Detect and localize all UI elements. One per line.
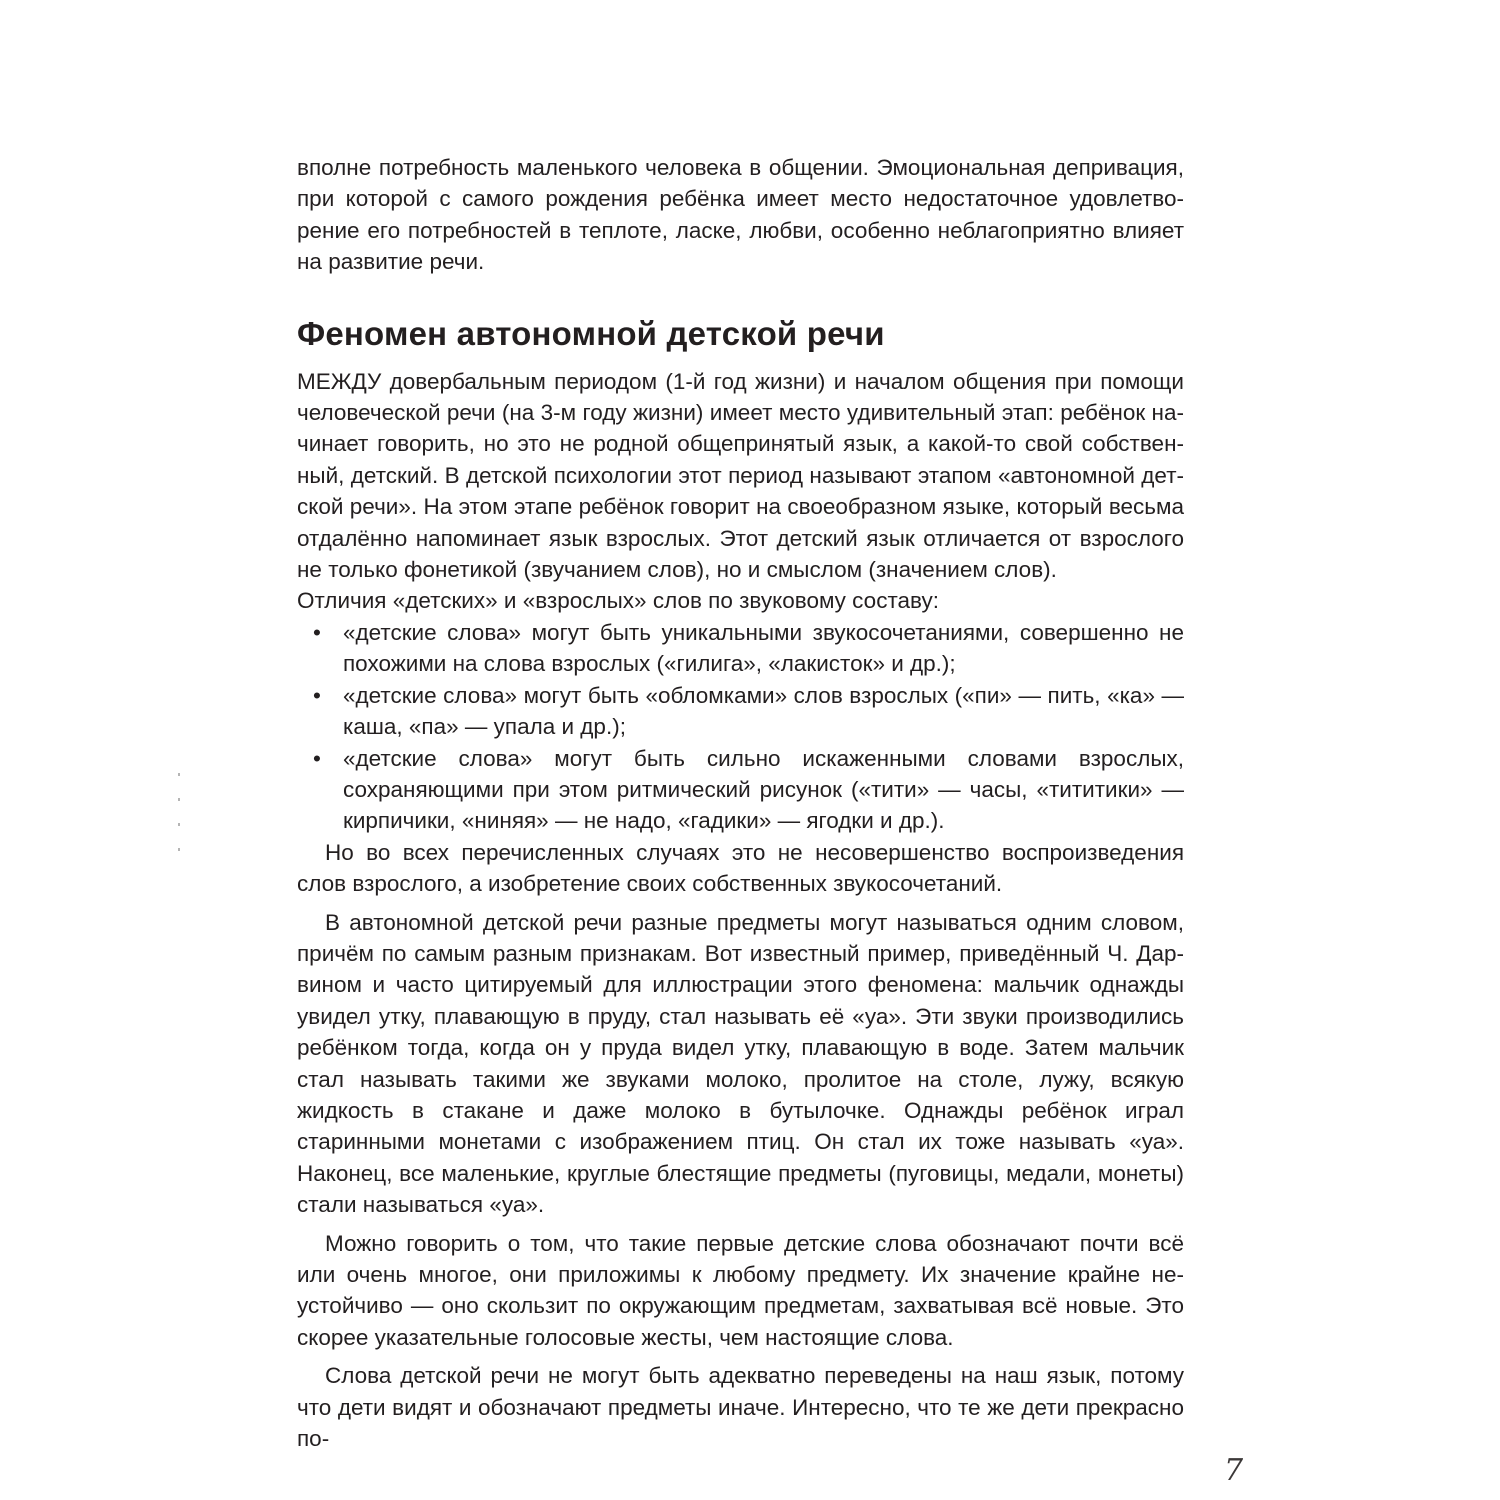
list-item <box>313 743 1184 837</box>
page-body <box>297 152 1184 1454</box>
section-heading: Феномен автономной детской речи <box>297 314 885 352</box>
list-item-text: «детские слова» могут быть «обломками» слов взрослых («пи» — пить, «ка» — каша, «па» — упала и др.); <box>343 682 1184 740</box>
margin-mark <box>178 848 180 851</box>
section-paragraph-2: Но во всех перечисленных случаях это не несовершенство воспроизведения слов взрослого, а изобретение своих собственных звукосочетаний. <box>297 839 1184 897</box>
list-item-text: «детские слова» могут быть уникальными звукосочетаниями, совершенно не похожими на слова взрослых («гилига», «лакисток» и др.); <box>343 619 1184 677</box>
list-item-text: «детские слова» могут быть сильно искаженными словами взрослых, сохраняющими при этом ритмический рисунок («тити» — часы, «тититики» — кирпичики, «ниняя» — не надо, «гадики» — ягодки и др.). <box>343 745 1184 834</box>
list-intro: Отличия «детских» и «взрослых» слов по звуковому составу: <box>297 588 939 614</box>
margin-mark <box>178 798 180 801</box>
margin-mark <box>178 773 180 776</box>
page-number: 7 <box>1224 1453 1244 1488</box>
margin-marks <box>178 773 180 858</box>
intro-paragraph: вполне потребность маленького человека в общении. Эмоциональная депривация, при которой с самого рождения ребёнка имеет место недостаточное удовлетворение его потребностей в теплоте, ласке, любви, особенно неблагоприятно влияет на развитие речи. <box>297 155 1184 275</box>
section-paragraph-1: МЕЖДУ довербальным периодом (1-й год жизни) и началом общения при помощи человеческой речи (на 3-м году жизни) имеет место удивительный этап: ребёнок начинает говорить, но это не родной общепринятый язык, а какой-то свой собственный, детский. В детской психологии этот период называют этапом «автономной детской речи». На этом этапе ребёнок говорит на своеобразном языке, который весьма отдалённо напоминает язык взрослых. Этот детский язык отличается от взрослого не только фонетикой (звучанием слов), но и смыслом (значением слов). <box>297 368 1184 583</box>
section-paragraph-4: Можно говорить о том, что такие первые детские слова обозначают почти всё или очень многое, они приложимы к любому предмету. Их значение крайне неустойчиво — оно скользит по окружающим предметам, захватывая всё новые. Это скорее указательные голосовые жесты, чем настоящие слова. <box>297 1230 1184 1350</box>
bullet-icon: • <box>313 745 321 771</box>
list-item <box>313 680 1184 743</box>
section-paragraph-3: В автономной детской речи разные предметы могут называться одним словом, причём по самым разным признакам. Вот известный пример, приведённый Ч. Дарвином и часто цитируемый для иллюстрации этого феномена: мальчик однажды увидел утку, плавающую в пруду, стал называть её «уа». Эти звуки производились ребёнком тогда, когда он у пруда видел утку, плавающую в воде. Затем мальчик стал называть такими же звуками молоко, пролитое на столе, лужу, всякую жидкость в стакане и даже молоко в бутылочке. Однажды ребёнок играл старинными монетами с изображением птиц. Он стал их тоже называть «уа». Наконец, все маленькие, круглые блестящие предметы (пуговицы, медали, монеты) стали называться «уа». <box>297 909 1184 1218</box>
list-item <box>313 617 1184 680</box>
bullet-icon: • <box>313 682 321 708</box>
bullet-list <box>297 617 1184 837</box>
bullet-icon: • <box>313 619 321 645</box>
section-paragraph-5: Слова детской речи не могут быть адекватно переведены на наш язык, потому что дети видят и обозначают предметы иначе. Интересно, что те же дети прекрасно по- <box>297 1363 1184 1452</box>
margin-mark <box>178 823 180 826</box>
